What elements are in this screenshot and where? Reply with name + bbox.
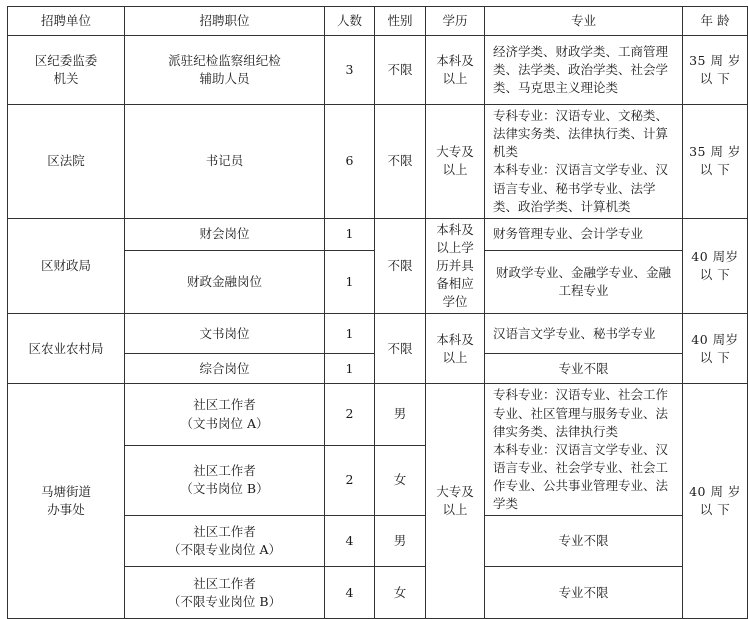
major-cell: 专业不限 xyxy=(485,516,683,567)
education-cell: 本科及 以上 xyxy=(426,36,485,105)
count-cell: 2 xyxy=(325,445,375,516)
major-cell: 经济学类、财政学类、工商管理类、法学类、政治学类、社会学类、马克思主义理论类 xyxy=(485,36,683,105)
count-cell: 3 xyxy=(325,36,375,105)
age-cell: 35 周 岁 以 下 xyxy=(683,36,748,105)
major-cell: 专科专业：汉语专业、文秘类、法律实务类、法律执行类、计算机类 本科专业：汉语言文学专业、汉语言专业、秘书学专业、法学类、政治学类、计算机类 xyxy=(485,105,683,219)
header-age: 年 龄 xyxy=(683,7,748,36)
table-row xyxy=(8,36,748,105)
position-cell: 财政金融岗位 xyxy=(125,250,325,314)
header-gender: 性别 xyxy=(375,7,426,36)
gender-cell: 男 xyxy=(375,516,426,567)
count-cell: 6 xyxy=(325,105,375,219)
count-cell: 1 xyxy=(325,354,375,384)
count-cell: 2 xyxy=(325,384,375,445)
unit-cell: 马塘街道 办事处 xyxy=(8,384,125,619)
major-cell: 财务管理专业、会计学专业 xyxy=(485,218,683,250)
major-cell: 专业不限 xyxy=(485,567,683,619)
education-cell: 本科及 以上学 历并具 备相应 学位 xyxy=(426,218,485,314)
header-education: 学历 xyxy=(426,7,485,36)
age-cell: 35 周 岁 以 下 xyxy=(683,105,748,219)
gender-cell: 不限 xyxy=(375,36,426,105)
unit-cell: 区纪委监委 机关 xyxy=(8,36,125,105)
table-row xyxy=(8,105,748,219)
gender-cell: 男 xyxy=(375,384,426,445)
position-cell: 社区工作者 （文书岗位 B） xyxy=(125,445,325,516)
header-major: 专业 xyxy=(485,7,683,36)
position-cell: 财会岗位 xyxy=(125,218,325,250)
position-cell: 社区工作者 （不限专业岗位 B） xyxy=(125,567,325,619)
position-cell: 综合岗位 xyxy=(125,354,325,384)
gender-cell: 女 xyxy=(375,445,426,516)
position-cell: 社区工作者 （文书岗位 A） xyxy=(125,384,325,445)
gender-cell: 不限 xyxy=(375,105,426,219)
gender-cell: 不限 xyxy=(375,314,426,384)
position-cell: 文书岗位 xyxy=(125,314,325,354)
major-cell: 专科专业：汉语专业、社会工作专业、社区管理与服务专业、法律实务类、法律执行类 本科专业：汉语言文学专业、汉语言专业、社会学专业、社会工作专业、公共事业管理专业、法学类 xyxy=(485,384,683,516)
header-position: 招聘职位 xyxy=(125,7,325,36)
major-cell: 汉语言文学专业、秘书学专业 xyxy=(485,314,683,354)
major-cell: 专业不限 xyxy=(485,354,683,384)
unit-cell: 区法院 xyxy=(8,105,125,219)
count-cell: 4 xyxy=(325,516,375,567)
table-row xyxy=(8,218,748,250)
header-unit: 招聘单位 xyxy=(8,7,125,36)
unit-cell: 区财政局 xyxy=(8,218,125,314)
age-cell: 40 周岁 以 下 xyxy=(683,314,748,384)
education-cell: 本科及 以上 xyxy=(426,314,485,384)
position-cell: 派驻纪检监察组纪检 辅助人员 xyxy=(125,36,325,105)
count-cell: 1 xyxy=(325,314,375,354)
count-cell: 4 xyxy=(325,567,375,619)
education-cell: 大专及 以上 xyxy=(426,384,485,619)
age-cell: 40 周岁 以 下 xyxy=(683,218,748,314)
table-row xyxy=(8,384,748,445)
header-row xyxy=(8,7,748,36)
education-cell: 大专及 以上 xyxy=(426,105,485,219)
recruitment-table xyxy=(7,6,748,619)
gender-cell: 女 xyxy=(375,567,426,619)
unit-cell: 区农业农村局 xyxy=(8,314,125,384)
count-cell: 1 xyxy=(325,250,375,314)
count-cell: 1 xyxy=(325,218,375,250)
position-cell: 社区工作者 （不限专业岗位 A） xyxy=(125,516,325,567)
gender-cell: 不限 xyxy=(375,218,426,314)
table-row xyxy=(8,314,748,354)
major-cell: 财政学专业、金融学专业、金融 工程专业 xyxy=(485,250,683,314)
position-cell: 书记员 xyxy=(125,105,325,219)
header-count: 人数 xyxy=(325,7,375,36)
age-cell: 40 周 岁 以 下 xyxy=(683,384,748,619)
